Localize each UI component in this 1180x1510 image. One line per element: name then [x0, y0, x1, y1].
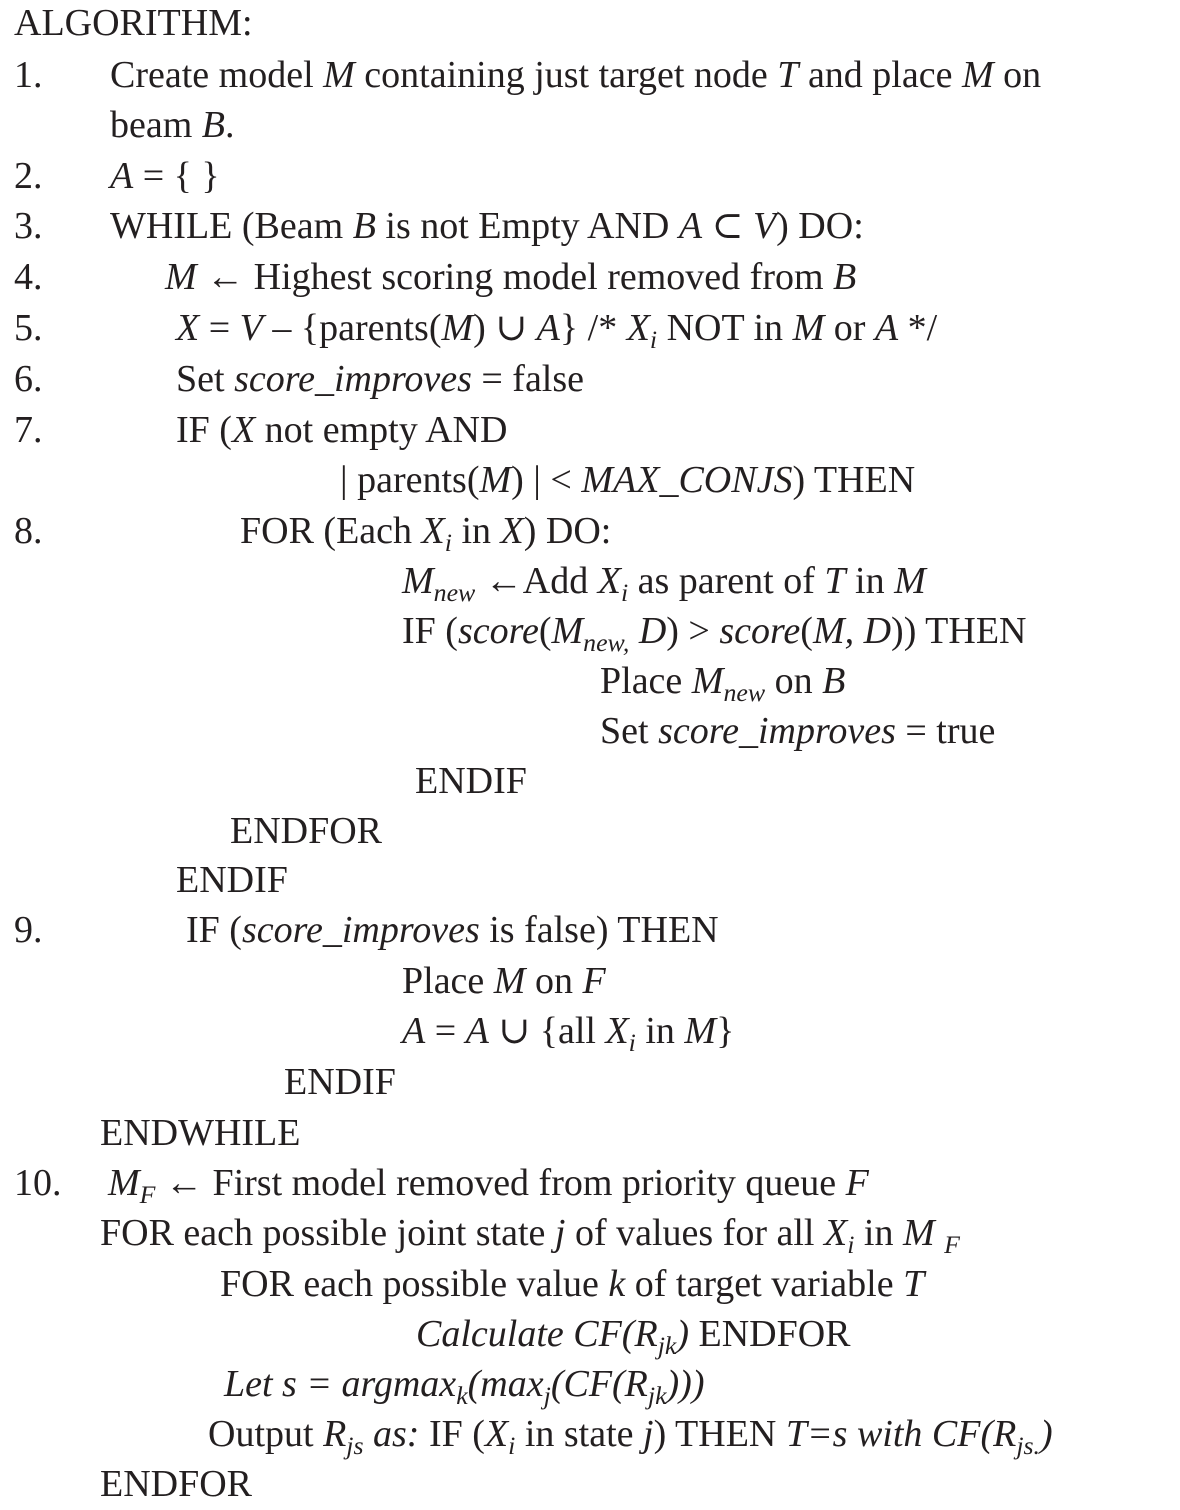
step-4-text: M ← Highest scoring model removed from B — [165, 256, 857, 298]
step-8-body-line-1: $M_{new}$ ←Add $X_i$ as parent of T in M — [402, 560, 926, 607]
step-2-text: A = { } — [110, 155, 220, 197]
step-10-for-joint-state: FOR each possible joint state j of values for all $X_i$ in M $_F$ — [100, 1212, 960, 1259]
step-3-number: 3. — [14, 205, 43, 247]
step-10-output-rule: Output $R_{js}$ as: IF ($X_i$ in state j) THEN T=s with $CF(R_{js.})$ — [208, 1413, 1053, 1460]
step-9-endif: ENDIF — [284, 1061, 396, 1103]
step-10-let-s: Let $s = argmax_k(\max_j(CF(R_{jk})))$ — [224, 1363, 705, 1410]
step-8-endif: ENDIF — [415, 760, 527, 802]
step-8-number: 8. — [14, 510, 43, 552]
step-8-body-line-3: Place $M_{new}$ on B — [600, 660, 846, 707]
step-9-number: 9. — [14, 909, 43, 951]
step-7-continuation: | parents(M) | < MAX_CONJS) THEN — [340, 459, 916, 501]
step-7-text: IF (X not empty AND — [176, 409, 508, 451]
step-9-body-line-2: A = A ∪ {all $X_i$ in M} — [402, 1010, 735, 1057]
step-1-continuation: beam B. — [110, 104, 235, 146]
step-6-text: Set score_improves = false — [176, 358, 585, 400]
step-5-number: 5. — [14, 307, 43, 349]
step-8-body-line-4: Set score_improves = true — [600, 710, 996, 752]
step-4-number: 4. — [14, 256, 43, 298]
step-10-number: 10. — [14, 1162, 62, 1204]
step-10-for-target-value: FOR each possible value k of target variable T — [220, 1263, 925, 1305]
step-8-endfor: ENDFOR — [230, 810, 383, 852]
step-7-endif: ENDIF — [176, 859, 288, 901]
step-1-text: Create model M containing just target node T and place M on — [110, 54, 1042, 96]
step-5-text: X = V – {parents(M) ∪ $A\} /* X_i$ NOT in M or A */ — [176, 307, 938, 354]
endwhile: ENDWHILE — [100, 1112, 301, 1154]
step-7-number: 7. — [14, 409, 43, 451]
step-8-body-line-2: IF ($score(M_{new,}$ D) > score(M, D)) THEN — [402, 610, 1027, 657]
step-8-text: FOR (Each $X_i$ in X) DO: — [240, 510, 612, 557]
step-1-number: 1. — [14, 54, 43, 96]
step-3-text: WHILE (Beam B is not Empty AND A ⊂ V) DO: — [110, 205, 864, 247]
step-10-text: $M_F$ ← First model removed from priority queue F — [108, 1162, 869, 1209]
step-10-calculate-cf: Calculate $CF(R_{jk})$ ENDFOR — [416, 1313, 851, 1360]
algorithm-title: ALGORITHM: — [14, 2, 253, 44]
step-9-body-line-1: Place M on F — [402, 960, 606, 1002]
step-6-number: 6. — [14, 358, 43, 400]
step-9-text: IF (score_improves is false) THEN — [186, 909, 719, 951]
step-2-number: 2. — [14, 155, 43, 197]
step-10-endfor: ENDFOR — [100, 1463, 253, 1505]
